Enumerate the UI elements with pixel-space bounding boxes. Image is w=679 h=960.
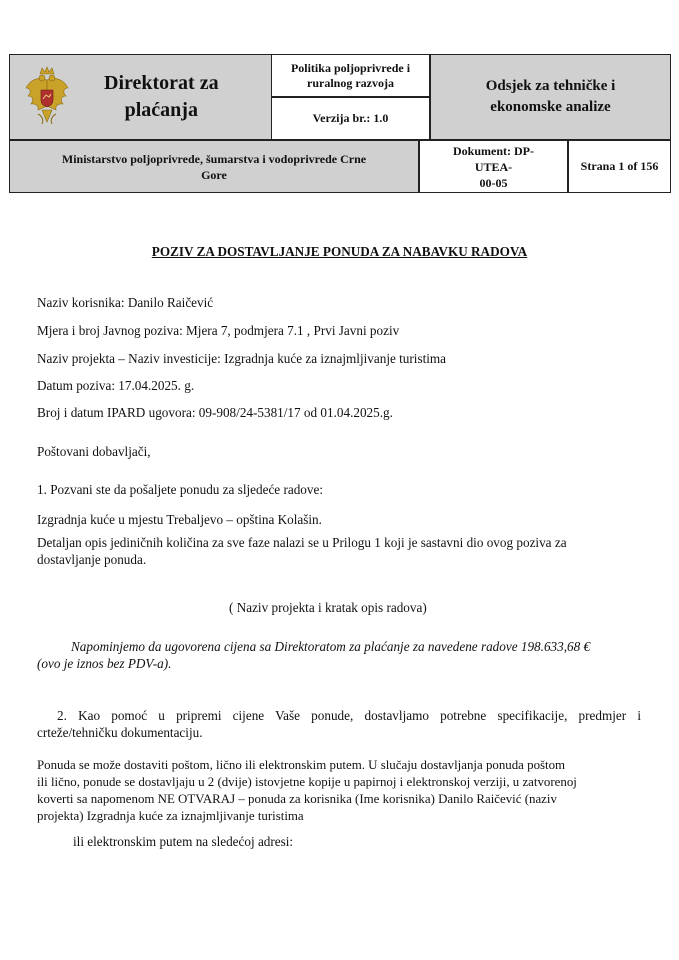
price-note	[37, 638, 657, 672]
ministry-line1: Ministarstvo poljoprivrede, šumarstva i vodoprivrede Crne	[61, 151, 367, 166]
delivery-paragraph	[37, 757, 647, 825]
field-project: Naziv projekta – Naziv investicije: Izgradnja kuće za iznajmljivanje turistima	[37, 351, 447, 366]
policy-line2: ruralnog razvoja	[307, 75, 394, 90]
detail-line2: dostavljanje ponuda.	[37, 552, 147, 567]
ministry-line2: Gore	[201, 167, 227, 182]
page-title: POZIV ZA DOSTAVLJANJE PONUDA ZA NABAVKU RADOVA	[151, 244, 528, 259]
document-id-line2: 00-05	[479, 175, 508, 190]
delivery-line3: koverti sa napomenom NE OTVARAJ – ponuda za korisnika (Ime korisnika) Danilo Raičević (naziv	[37, 792, 557, 806]
department-cell	[430, 54, 671, 140]
version-cell	[271, 97, 430, 140]
delivery-line1: Ponuda se može dostaviti poštom, lično ili elektronskim putem. U slučaju dostavljanja ponuda poštom	[37, 758, 566, 772]
detail-line1: Detaljan opis jediničnih količina za sve faze nalazi se u Prilogu 1 koji je sastavni dio ovog poziva za	[37, 535, 567, 550]
directorate-title-line1: Direktorat za	[104, 72, 219, 94]
works-description: Izgradnja kuće u mjestu Trebaljevo – opština Kolašin.	[37, 512, 322, 527]
electronic-delivery: ili elektronskim putem na sledećoj adresi:	[73, 834, 294, 849]
directorate-title-line2: plaćanja	[124, 99, 198, 121]
delivery-line4: projekta) Izgradnja kuće za iznajmljivanje turistima	[37, 809, 304, 823]
department-line2: ekonomske analize	[490, 99, 611, 115]
item-2	[37, 707, 641, 741]
field-contract: Broj i datum IPARD ugovora: 09-908/24-5381/17 od 01.04.2025.g.	[37, 405, 393, 420]
document-header	[9, 54, 671, 193]
ministry-cell	[9, 140, 419, 193]
page-number-cell	[568, 140, 671, 193]
page-number: Strana 1 of 156	[580, 159, 659, 173]
version-label: Verzija br.: 1.0	[312, 111, 389, 125]
price-note-line2: (ovo je iznos bez PDV-a).	[37, 656, 172, 671]
project-caption: ( Naziv projekta i kratak opis radova)	[229, 600, 427, 615]
greeting: Poštovani dobavljači,	[37, 444, 151, 459]
policy-line1: Politika poljoprivrede i	[290, 60, 411, 75]
field-user: Naziv korisnika: Danilo Raičević	[37, 295, 214, 310]
document-id-cell	[419, 140, 568, 193]
montenegro-eagle-crest-icon	[24, 66, 70, 128]
policy-cell	[271, 54, 430, 97]
price-note-line1: Napominjemo da ugovorena cijena sa Direktoratom za plaćanje za navedene radove 198.633,68 €	[71, 639, 591, 654]
directorate-title	[104, 70, 219, 124]
document-id-line1: Dokument: DP-UTEA-	[453, 143, 534, 174]
item-1: 1. Pozvani ste da pošaljete ponudu za sljedeće radove:	[37, 482, 323, 497]
field-date: Datum poziva: 17.04.2025. g.	[37, 378, 195, 393]
directorate-cell	[9, 54, 271, 140]
field-measure: Mjera i broj Javnog poziva: Mjera 7, podmjera 7.1 , Prvi Javni poziv	[37, 323, 400, 338]
item-2-line1: 2. Kao pomoć u pripremi cijene Vaše ponude, dostavljamo potrebne specifikacije, predmjer i	[57, 708, 641, 723]
department-line1: Odsjek za tehničke i	[485, 78, 616, 94]
delivery-line2: ili lično, ponude se dostavljaju u 2 (dvije) istovjetne kopije u papirnoj i elektronskoj verziji, u zatvorenoj	[37, 775, 577, 789]
item-2-line2: crteže/tehničku dokumentaciju.	[37, 725, 203, 740]
detail-paragraph	[37, 534, 647, 568]
